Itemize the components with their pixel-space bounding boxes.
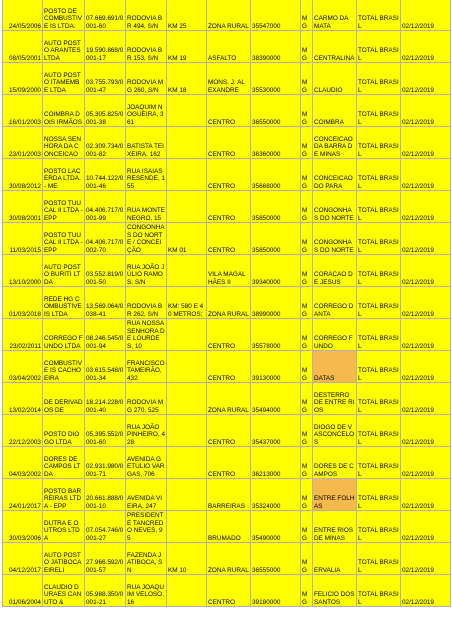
cell-complement[interactable] bbox=[167, 479, 207, 511]
cell-update-date[interactable]: 02/12/2019 bbox=[401, 319, 451, 351]
cell-state[interactable]: MG bbox=[301, 63, 313, 95]
cell-brand[interactable]: TOTAL BRASIL bbox=[357, 351, 401, 383]
cell-district[interactable]: ZONA RURAL bbox=[207, 287, 251, 319]
cell-authorization-date[interactable]: 30/03/2006 bbox=[3, 511, 43, 543]
cell-address[interactable]: PRESIDENTE TANCREDO NEVES, 95 bbox=[126, 511, 167, 543]
cell-update-date[interactable]: 02/12/2019 bbox=[401, 223, 451, 255]
cell-brand[interactable]: TOTAL BRASIL bbox=[357, 287, 401, 319]
cell-cnpj[interactable]: 05.395.552/0001-60 bbox=[85, 415, 126, 447]
cell-district[interactable]: BARREIRAS bbox=[207, 479, 251, 511]
cell-postal-code[interactable]: 36360000 bbox=[251, 127, 301, 159]
cell-update-date[interactable]: 02/12/2019 bbox=[401, 575, 451, 607]
cell-postal-code[interactable]: 35850000 bbox=[251, 191, 301, 223]
cell-brand[interactable]: TOTAL BRASIL bbox=[357, 543, 401, 575]
cell-cnpj[interactable]: 02.309.734/0001-82 bbox=[85, 127, 126, 159]
cell-city[interactable]: CONGONHAS DO NORTE bbox=[313, 191, 357, 223]
cell-authorization-date[interactable]: 30/08/2001 bbox=[3, 191, 43, 223]
cell-company-name[interactable]: DORES DE CAMPOS LTDA bbox=[43, 447, 85, 479]
cell-city[interactable]: ERVALIA bbox=[313, 543, 357, 575]
cell-update-date[interactable]: 02/12/2019 bbox=[401, 543, 451, 575]
cell-company-name[interactable]: AUTO POSTO ARANTES LTDA bbox=[43, 31, 85, 63]
cell-authorization-date[interactable]: 13/02/2014 bbox=[3, 383, 43, 415]
cell-postal-code[interactable]: 39130000 bbox=[251, 351, 301, 383]
cell-city[interactable]: DIOGO DE VASCONCELOS bbox=[313, 415, 357, 447]
cell-state[interactable]: MG bbox=[301, 575, 313, 607]
table-row bbox=[3, 95, 451, 127]
cell-brand[interactable]: TOTAL BRASIL bbox=[357, 255, 401, 287]
cell-address[interactable]: AVENIDA GETULIO VARGAS, 706 bbox=[126, 447, 167, 479]
table-row bbox=[3, 575, 451, 607]
cell-brand[interactable]: TOTAL BRASIL bbox=[357, 575, 401, 607]
spreadsheet bbox=[2, 0, 450, 607]
cell-cnpj[interactable]: 18.214.228/0001-40 bbox=[85, 383, 126, 415]
cell-complement[interactable] bbox=[167, 351, 207, 383]
cell-state[interactable]: MG bbox=[301, 511, 313, 543]
cell-company-name[interactable]: DUTRA E OUTROS LTDA bbox=[43, 511, 85, 543]
cell-address[interactable]: JOAQUIM NOGUEIRA, 361 bbox=[126, 95, 167, 127]
cell-company-name[interactable]: POSTO DE COMBUSTIVE IS LTDA. bbox=[43, 0, 85, 31]
cell-address[interactable]: RUA JOAQUIM VELOSO, 16 bbox=[126, 575, 167, 607]
cell-postal-code[interactable]: 35668000 bbox=[251, 159, 301, 191]
cell-complement[interactable]: KM 25 bbox=[167, 0, 207, 31]
cell-company-name[interactable]: AUTO POSTO JATIBOCA EIRELI bbox=[43, 543, 85, 575]
table-row bbox=[3, 287, 451, 319]
cell-brand[interactable]: TOTAL BRASIL bbox=[357, 95, 401, 127]
cell-state[interactable]: MG bbox=[301, 191, 313, 223]
cell-state[interactable]: MG bbox=[301, 415, 313, 447]
cell-complement[interactable]: KM 18 bbox=[167, 63, 207, 95]
cell-district[interactable]: CENTRO bbox=[207, 447, 251, 479]
cell-complement[interactable] bbox=[167, 511, 207, 543]
cell-update-date[interactable]: 02/12/2019 bbox=[401, 255, 451, 287]
cell-company-name[interactable]: NOSSA SENHORA DA CONCEICAO bbox=[43, 127, 85, 159]
cell-address[interactable]: RODOVIA BR 494, S/N bbox=[126, 0, 167, 31]
cell-company-name[interactable]: AUTO POSTO ITAMEMBE LTDA bbox=[43, 63, 85, 95]
cell-authorization-date[interactable]: 08/05/2001 bbox=[3, 31, 43, 63]
cell-company-name[interactable]: POSTO BARREIRAS LTDA - EPP bbox=[43, 479, 85, 511]
cell-update-date[interactable]: 02/12/2019 bbox=[401, 415, 451, 447]
table-row bbox=[3, 383, 451, 415]
cell-postal-code[interactable]: 38990000 bbox=[251, 287, 301, 319]
cell-complement[interactable] bbox=[167, 127, 207, 159]
cell-postal-code[interactable]: 35850000 bbox=[251, 223, 301, 255]
cell-postal-code[interactable]: 35324000 bbox=[251, 479, 301, 511]
cell-authorization-date[interactable]: 23/02/2011 bbox=[3, 319, 43, 351]
cell-state[interactable]: MG bbox=[301, 255, 313, 287]
cell-address[interactable]: CONGONHAS DO NORTE / CONCEIÇÃO bbox=[127, 224, 165, 254]
cell-district[interactable]: CENTRO bbox=[207, 351, 251, 383]
cell-update-date[interactable]: 02/12/2019 bbox=[401, 511, 451, 543]
cell-brand[interactable]: TOTAL BRASIL bbox=[357, 127, 401, 159]
cell-postal-code[interactable]: 35530000 bbox=[251, 63, 301, 95]
cell-state[interactable]: MG bbox=[301, 383, 313, 415]
cell-city[interactable]: CONCEICAO DO PARA bbox=[313, 159, 357, 191]
table-row bbox=[3, 511, 451, 543]
cell-postal-code[interactable]: 35437000 bbox=[251, 415, 301, 447]
cell-postal-code[interactable]: 36550000 bbox=[251, 95, 301, 127]
cell-city[interactable]: DESTERRO DE ENTRE RIOS bbox=[313, 383, 357, 415]
cell-city[interactable]: ENTRE FOLHAS bbox=[313, 479, 357, 511]
cell-city[interactable]: CORREGO DANTA bbox=[313, 287, 357, 319]
cell-complement[interactable] bbox=[167, 159, 207, 191]
cell-complement[interactable]: KM 10 bbox=[167, 543, 207, 575]
cell-authorization-date[interactable]: 22/12/2003 bbox=[3, 415, 43, 447]
cell-authorization-date[interactable]: 16/01/2003 bbox=[3, 95, 43, 127]
cell-address[interactable]: RUA ISAIAS RESENDE, 155 bbox=[126, 159, 167, 191]
cell-address[interactable]: RODOVIA MG 270, 525 bbox=[126, 383, 167, 415]
cell-complement[interactable] bbox=[167, 319, 207, 351]
cell-cnpj[interactable]: 04.406.717/0002-70 bbox=[85, 223, 126, 255]
cell-city[interactable]: CORREGO FUNDO bbox=[313, 319, 357, 351]
cell-authorization-date[interactable]: 24/01/2017 bbox=[3, 479, 43, 511]
cell-cnpj[interactable]: 08.246.545/0001-94 bbox=[85, 319, 126, 351]
cell-update-date[interactable]: 02/12/2019 bbox=[401, 351, 451, 383]
cell-address[interactable]: RODOVIA BR 262, S/N bbox=[126, 287, 167, 319]
cell-company-name[interactable]: COMBUSTIVE IS CACHOEIRA bbox=[43, 351, 85, 383]
cell-brand[interactable]: TOTAL BRASIL bbox=[357, 63, 401, 95]
cell-brand[interactable]: TOTAL BRASIL bbox=[357, 383, 401, 415]
cell-update-date[interactable]: 02/12/2019 bbox=[401, 287, 451, 319]
cell-authorization-date[interactable]: 04/03/2002 bbox=[3, 447, 43, 479]
cell-cnpj[interactable]: 19.590.868/0001-17 bbox=[85, 31, 126, 63]
cell-brand[interactable]: TOTAL BRASIL bbox=[357, 31, 401, 63]
cell-complement[interactable] bbox=[167, 447, 207, 479]
table-row bbox=[3, 415, 451, 447]
cell-update-date[interactable]: 02/12/2019 bbox=[401, 447, 451, 479]
cell-cnpj[interactable]: 05.305.825/0001-38 bbox=[85, 95, 126, 127]
cell-address[interactable]: RODOVIA MG 260, S/N bbox=[126, 63, 167, 95]
cell-update-date[interactable]: 02/12/2019 bbox=[401, 63, 451, 95]
cell-company-name[interactable]: COIMBRA DOIS IRMÃOS bbox=[43, 95, 85, 127]
cell-address[interactable]: AVENIDA VIEIRA, 247 bbox=[126, 479, 167, 511]
cell-complement[interactable] bbox=[167, 255, 207, 287]
cell-district[interactable]: CENTRO bbox=[207, 159, 251, 191]
cell-district[interactable]: ASFALTO bbox=[207, 31, 251, 63]
cell-district[interactable]: ZONA RURAL bbox=[207, 543, 251, 575]
cell-update-date[interactable]: 02/12/2019 bbox=[401, 31, 451, 63]
cell-address[interactable]: RUA MONTE NEGRO, 15 bbox=[126, 191, 167, 223]
cell-update-date[interactable]: 02/12/2019 bbox=[401, 159, 451, 191]
cell-postal-code[interactable]: 38390000 bbox=[251, 31, 301, 63]
cell-state[interactable]: MG bbox=[301, 223, 313, 255]
cell-cnpj[interactable]: 03.755.793/0001-47 bbox=[85, 63, 126, 95]
cell-complement[interactable]: KM 19 bbox=[167, 31, 207, 63]
cell-address[interactable]: FAZENDA JATIBOCA, SN bbox=[126, 543, 167, 575]
cell-cnpj[interactable]: 03.615.548/0001-34 bbox=[85, 351, 126, 383]
cell-city[interactable]: CARMO DA MATA bbox=[313, 0, 357, 31]
cell-brand[interactable]: TOTAL BRASIL bbox=[357, 159, 401, 191]
table-row bbox=[3, 0, 451, 31]
cell-company-name[interactable]: DE DERIVADOS DE bbox=[43, 383, 85, 415]
cell-district[interactable]: MONS. J. ALEXANDRE bbox=[207, 63, 251, 95]
cell-update-date[interactable]: 02/12/2019 bbox=[401, 127, 451, 159]
cell-complement[interactable] bbox=[167, 383, 207, 415]
cell-postal-code[interactable]: 35490000 bbox=[251, 511, 301, 543]
table-row bbox=[3, 351, 451, 383]
cell-district[interactable]: CENTRO bbox=[207, 191, 251, 223]
cell-company-name[interactable]: POSTO LACERDA LTDA. - ME bbox=[43, 159, 85, 191]
cell-postal-code[interactable]: 35578000 bbox=[251, 319, 301, 351]
cell-district[interactable]: CENTRO bbox=[207, 415, 251, 447]
cell-brand[interactable]: TOTAL BRASIL bbox=[357, 0, 401, 31]
cell-authorization-date[interactable]: 03/04/2002 bbox=[3, 351, 43, 383]
cell-cnpj[interactable]: 20.661.888/0001-10 bbox=[85, 479, 126, 511]
cell-cnpj[interactable]: 27.966.592/0001-57 bbox=[85, 543, 126, 575]
cell-brand[interactable]: TOTAL BRASIL bbox=[357, 319, 401, 351]
cell-city[interactable]: FELICIO DOS SANTOS bbox=[313, 575, 357, 607]
cell-brand[interactable]: TOTAL BRASIL bbox=[357, 447, 401, 479]
cell-address[interactable]: RUA NOSSA SENHORA DE LOURDES, 10 bbox=[127, 320, 165, 350]
cell-district[interactable]: ZONA RURAL bbox=[207, 0, 251, 31]
cell-authorization-date[interactable]: 23/01/2003 bbox=[3, 127, 43, 159]
cell-cnpj[interactable]: 07.054.746/0001-27 bbox=[85, 511, 126, 543]
cell-state[interactable]: MG bbox=[301, 0, 313, 31]
cell-address[interactable]: BATISTA TEIXEIRA, 162 bbox=[126, 127, 167, 159]
cell-state[interactable]: MG bbox=[301, 287, 313, 319]
cell-postal-code[interactable]: 39180000 bbox=[251, 575, 301, 607]
table-row bbox=[3, 319, 451, 351]
cell-cnpj[interactable]: 13.569.064/0038-41 bbox=[85, 287, 126, 319]
cell-state[interactable]: MG bbox=[301, 31, 313, 63]
cell-district[interactable]: CENTRO bbox=[207, 127, 251, 159]
cell-state[interactable]: MG bbox=[301, 351, 313, 383]
cell-district[interactable]: ZONA RURAL bbox=[207, 383, 251, 415]
gas-station-table bbox=[2, 0, 451, 607]
cell-district[interactable]: CENTRO bbox=[207, 575, 251, 607]
cell-district[interactable]: BRUMADO bbox=[207, 511, 251, 543]
cell-postal-code[interactable]: 36213000 bbox=[251, 447, 301, 479]
cell-city[interactable]: COIMBRA bbox=[313, 95, 357, 127]
cell-complement[interactable] bbox=[167, 575, 207, 607]
cell-brand[interactable]: TOTAL BRASIL bbox=[357, 479, 401, 511]
cell-company-name[interactable]: CORREGO FUNDO LTDA bbox=[43, 319, 85, 351]
cell-city[interactable]: CLAUDIO bbox=[313, 63, 357, 95]
table-row bbox=[3, 447, 451, 479]
cell-authorization-date[interactable]: 01/06/2004 bbox=[3, 575, 43, 607]
table-row bbox=[3, 543, 451, 575]
cell-complement[interactable] bbox=[167, 95, 207, 127]
cell-state[interactable]: MG bbox=[301, 95, 313, 127]
cell-district[interactable]: CENTRO bbox=[207, 319, 251, 351]
cell-district[interactable]: VILA MAGALHÃES II bbox=[207, 255, 251, 287]
cell-authorization-date[interactable]: 11/03/2015 bbox=[3, 223, 43, 255]
table-row bbox=[3, 31, 451, 63]
cell-cnpj[interactable]: 05.988.350/0001-21 bbox=[85, 575, 126, 607]
cell-address[interactable]: RODOVIA BR 153, S/N bbox=[126, 31, 167, 63]
cell-city[interactable]: CONCEICAO DA BARRA DE MINAS bbox=[313, 127, 357, 159]
cell-city[interactable]: DATAS bbox=[313, 351, 357, 383]
cell-cnpj[interactable]: 10.744.122/0001-46 bbox=[85, 159, 126, 191]
cell-update-date[interactable]: 02/12/2019 bbox=[401, 95, 451, 127]
cell-district[interactable]: CENTRO bbox=[207, 95, 251, 127]
cell-cnpj[interactable]: 04.406.717/0001-99 bbox=[85, 191, 126, 223]
cell-complement[interactable]: KM 01 bbox=[167, 223, 207, 255]
cell-brand[interactable]: TOTAL BRASIL bbox=[357, 415, 401, 447]
cell-state[interactable]: MG bbox=[301, 479, 313, 511]
cell-postal-code[interactable]: 35547000 bbox=[251, 0, 301, 31]
cell-authorization-date[interactable]: 30/08/2012 bbox=[3, 159, 43, 191]
cell-city[interactable]: CORACAO DE JESUS bbox=[313, 255, 357, 287]
cell-state[interactable]: MG bbox=[301, 127, 313, 159]
cell-cnpj[interactable]: 03.552.819/0001-50 bbox=[85, 255, 126, 287]
cell-brand[interactable]: TOTAL BRASIL bbox=[357, 223, 401, 255]
cell-company-name[interactable]: POSTO TUUCAL II LTDA - EPP bbox=[43, 223, 85, 255]
cell-company-name[interactable]: CLAUDIO DURAES CANUTO & bbox=[43, 575, 85, 607]
cell-state[interactable]: MG bbox=[301, 447, 313, 479]
table-row bbox=[3, 479, 451, 511]
cell-postal-code[interactable]: 39340000 bbox=[251, 255, 301, 287]
table-row bbox=[3, 191, 451, 223]
cell-update-date[interactable]: 02/12/2019 bbox=[401, 0, 451, 31]
cell-complement[interactable] bbox=[167, 415, 207, 447]
cell-city[interactable]: ENTRE RIOS DE MINAS bbox=[313, 511, 357, 543]
cell-company-name[interactable]: AUTO POSTO BURITI LTDA bbox=[43, 255, 85, 287]
cell-state[interactable]: MG bbox=[301, 159, 313, 191]
cell-postal-code[interactable]: 36555000 bbox=[251, 543, 301, 575]
cell-address[interactable]: RUA JOÃO JÚLIO RAMOS, S/N bbox=[126, 255, 167, 287]
cell-complement[interactable]: KM: 580 E 40 METROS; bbox=[167, 287, 207, 319]
cell-state[interactable]: MG bbox=[301, 543, 313, 575]
cell-authorization-date[interactable]: 24/05/2006 bbox=[3, 0, 43, 31]
table-body bbox=[3, 0, 451, 607]
cell-brand[interactable]: TOTAL BRASIL bbox=[357, 191, 401, 223]
table-row bbox=[3, 255, 451, 287]
cell-company-name[interactable]: POSTO TUUCAL II LTDA - EPP bbox=[43, 191, 85, 223]
cell-update-date[interactable]: 02/12/2019 bbox=[401, 479, 451, 511]
cell-authorization-date[interactable]: 04/12/2017 bbox=[3, 543, 43, 575]
cell-authorization-date[interactable]: 01/03/2018 bbox=[3, 287, 43, 319]
cell-address[interactable]: FRANCISCO TAMEIRÃO, 432 bbox=[126, 351, 167, 383]
cell-district[interactable]: CENTRO bbox=[207, 223, 251, 255]
cell-city[interactable]: DORES DE CAMPOS bbox=[313, 447, 357, 479]
cell-authorization-date[interactable]: 15/09/2000 bbox=[3, 63, 43, 95]
cell-address[interactable]: RUA JOÃO PINHEIRO, 428 bbox=[126, 415, 167, 447]
cell-update-date[interactable]: 02/12/2019 bbox=[401, 383, 451, 415]
table-row bbox=[3, 127, 451, 159]
cell-city[interactable]: CONGONHAS DO NORTE bbox=[313, 223, 357, 255]
cell-update-date[interactable]: 02/12/2019 bbox=[401, 191, 451, 223]
cell-company-name[interactable]: REDE HG COMBUSTIVE IS LTDA bbox=[43, 287, 85, 319]
table-row bbox=[3, 159, 451, 191]
cell-city[interactable]: CENTRALINA bbox=[313, 31, 357, 63]
cell-postal-code[interactable]: 35494000 bbox=[251, 383, 301, 415]
cell-authorization-date[interactable]: 13/10/2000 bbox=[3, 255, 43, 287]
cell-cnpj[interactable]: 07.669.691/0001-60 bbox=[85, 0, 126, 31]
cell-state[interactable]: MG bbox=[301, 319, 313, 351]
cell-brand[interactable]: TOTAL BRASIL bbox=[357, 511, 401, 543]
cell-complement[interactable] bbox=[167, 191, 207, 223]
cell-cnpj[interactable]: 02.931.980/0001-71 bbox=[85, 447, 126, 479]
table-row bbox=[3, 63, 451, 95]
cell-company-name[interactable]: POSTO DIOGO LTDA bbox=[43, 415, 85, 447]
table-row bbox=[3, 223, 451, 255]
